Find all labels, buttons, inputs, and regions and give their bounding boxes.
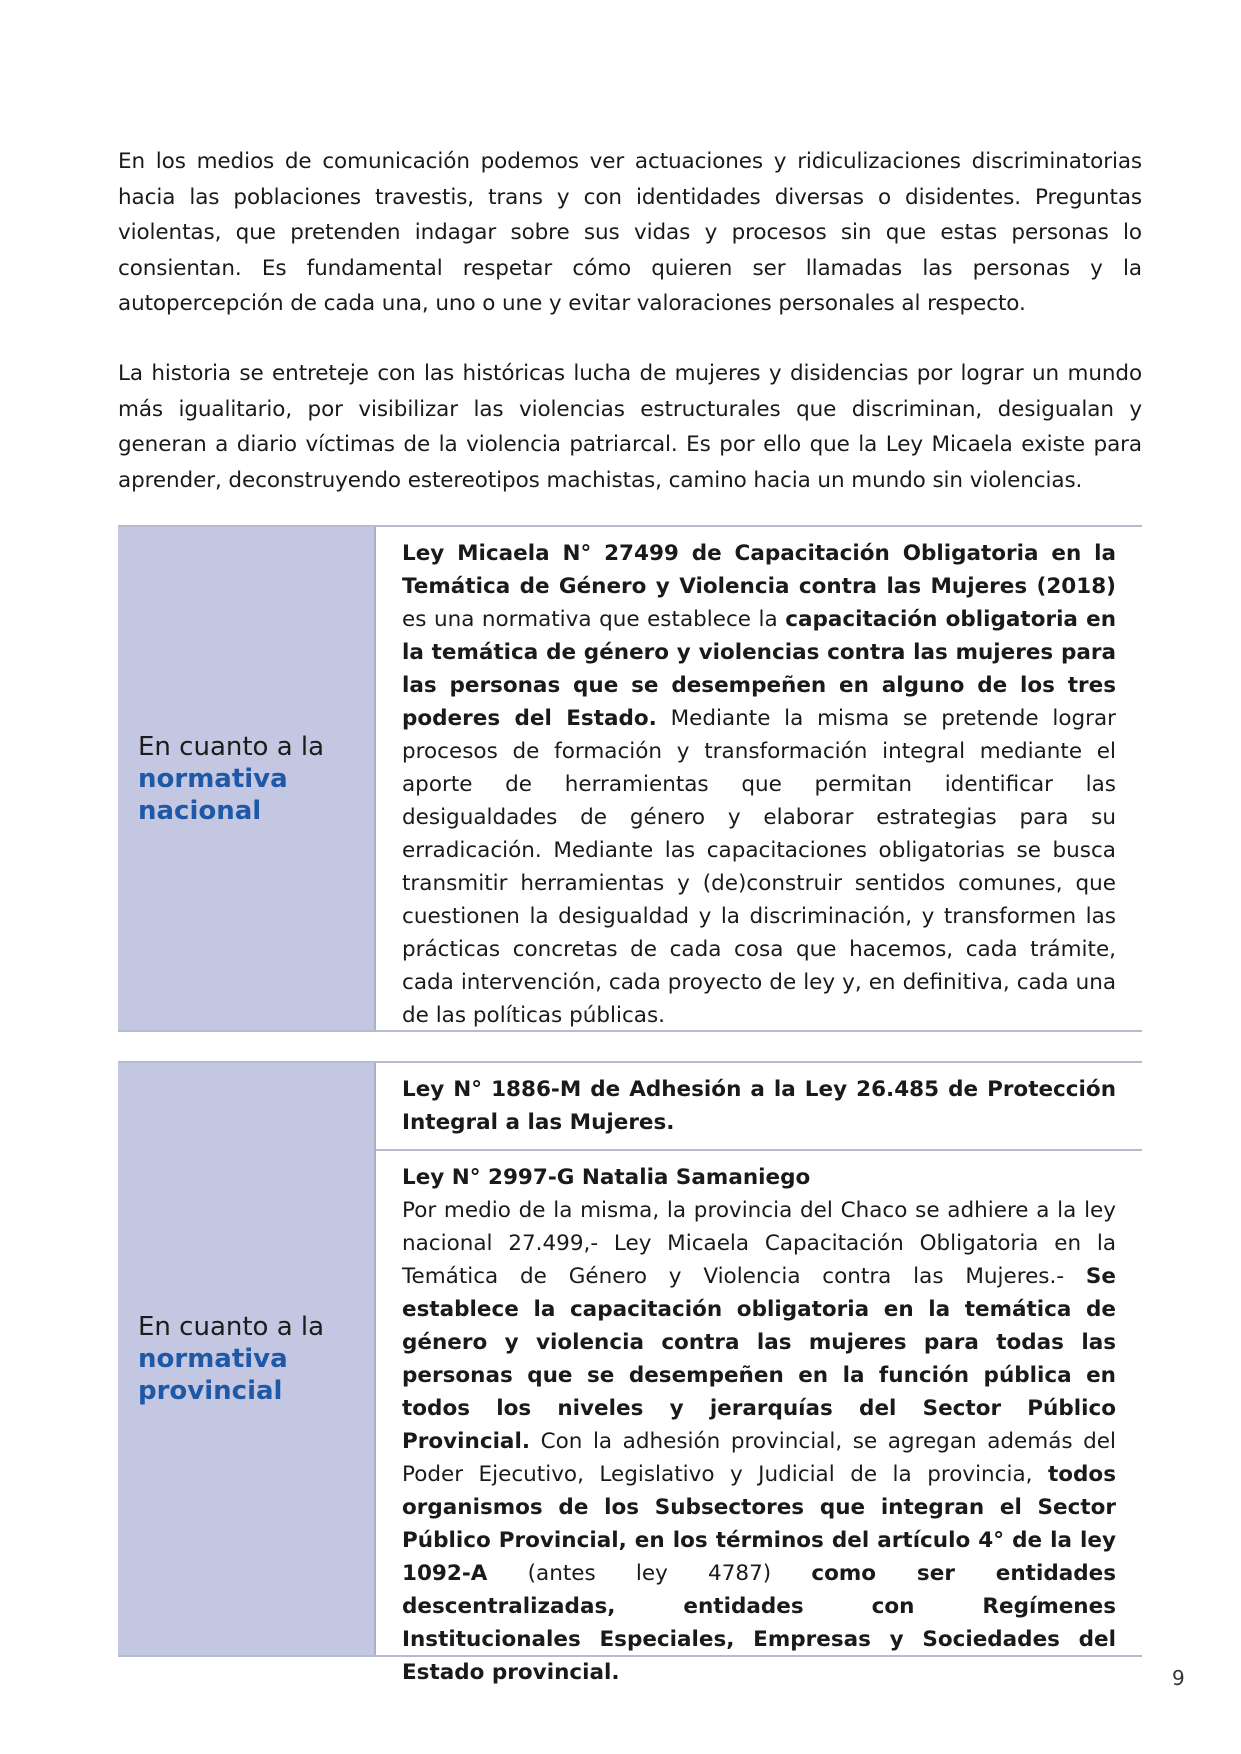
label-line-2: normativa	[138, 763, 288, 794]
label-cell-nacional	[118, 527, 376, 1030]
intro-paragraph-1: En los medios de comunicación podemos ver actuaciones y ridiculizaciones discriminatorias hacia las poblaciones travestis, trans y con identidades diversas o disidentes. Preguntas violentas, que pretenden indagar sobre sus vidas y procesos sin que estas personas lo consientan. Es fundamental respetar cómo quieren ser llamadas las personas y la autopercepción de cada una, uno o une y evitar valoraciones personales al respecto.	[118, 149, 1142, 316]
provincial-law-2997	[376, 1149, 1142, 1699]
label-line-3: nacional	[138, 795, 262, 826]
law-title: Ley Micaela N° 27499 de Capacitación Obligatoria en la Temática de Género y Violencia contra las Mujeres (2018)	[402, 541, 1116, 599]
table-normativa-nacional	[118, 525, 1142, 1032]
intro-paragraph-2: La historia se entreteje con las históricas lucha de mujeres y disidencias por lograr un mundo más igualitario, por visibilizar las violencias estructurales que discriminan, desigualan y generan a diario víctimas de la violencia patriarcal. Es por ello que la Ley Micaela existe para aprender, deconstruyendo estereotipos machistas, camino hacia un mundo sin violencias.	[118, 361, 1142, 493]
law-title: Ley N° 2997-G Natalia Samaniego	[402, 1165, 811, 1190]
bold-span: como ser entidades descentralizadas, entidades con Regímenes Institucionales Especiales, Empresas y Sociedades del Estado provincial.	[402, 1561, 1116, 1685]
law-title: Ley N° 1886-M de Adhesión a la Ley 26.485 de Protección Integral a las Mujeres.	[402, 1077, 1116, 1135]
text-span: Por medio de la misma, la provincia del Chaco se adhiere a la ley nacional 27.499,- Ley Micaela Capacitación Obligatoria en la Temática de Género y Violencia contra las Mujeres.-	[402, 1198, 1116, 1289]
text-span: Mediante la misma se pretende lograr procesos de formación y transformación integral mediante el aporte de herramientas que permitan identificar las desigualdades de género y elaborar estrategias para su erradicación. Mediante las capacitaciones obligatorias se busca transmitir herramientas y (de)construir sentidos comunes, que cuestionen la desigualdad y la discriminación, y transformen las prácticas concretas de cada cosa que hacemos, cada trámite, cada intervención, cada proyecto de ley y, en definitiva, cada una de las políticas públicas.	[402, 706, 1116, 1028]
provincial-law-1886	[376, 1063, 1142, 1149]
page-number: 9	[1172, 1666, 1185, 1690]
bold-span: todos organismos de los Subsectores que integran el Sector Público Provincial, en los términos del artículo 4° de la ley 1092-A	[402, 1462, 1116, 1586]
text-span: (antes ley 4787)	[487, 1561, 812, 1586]
label-line-1: En cuanto a la	[138, 1312, 325, 1342]
label-cell-provincial	[118, 1063, 376, 1655]
text-span: es una normativa que establece la	[402, 607, 786, 632]
bold-span: Se establece la capacitación obligatoria en la temática de género y violencia contra las mujeres para todas las personas que se desempeñen en la función pública en todos los niveles y jerarquías del Sector Público Provincial.	[402, 1264, 1116, 1454]
label-line-2: normativa	[138, 1344, 288, 1374]
text-span: Con la adhesión provincial, se agregan además del Poder Ejecutivo, Legislativo y Judicial de la provincia,	[402, 1429, 1116, 1487]
nacional-law-description	[376, 527, 1142, 1042]
table-normativa-provincial	[118, 1061, 1142, 1685]
bold-span: capacitación obligatoria en la temática de género y violencias contra las mujeres para las personas que se desempeñen en alguno de los tres poderes del Estado.	[402, 607, 1116, 731]
label-line-1: En cuanto a la	[138, 731, 325, 762]
label-line-3: provincial	[138, 1376, 283, 1406]
